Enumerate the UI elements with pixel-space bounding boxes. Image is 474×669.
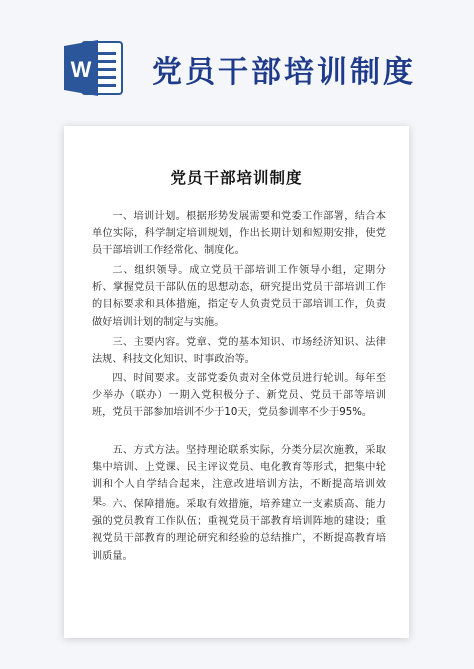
- document-title: 党员干部培训制度: [170, 169, 303, 187]
- paragraph-methods: 五、方式方法。坚持理论联系实际，分类分层次施教，采取集中培训、上党课、民主评议党员、电化教育等形式，把集中轮训和个人自学结合起来，注意改进培训方法，不断提高培训效果。: [92, 445, 386, 508]
- document-page: [64, 126, 409, 638]
- paragraph-time: 四、时间要求。支部党委负责对全体党员进行轮训。每年至少举办（联办）一期入党积极分子、新党员、党员干部等培训班，党员干部参加培训不少于10天，党员参训率不少于95%。: [92, 373, 386, 419]
- paragraph-content: 三、主要内容。党章、党的基本知识、市场经济知识、法律法规、科技文化知识、时事政治等。: [92, 337, 386, 366]
- header-banner: [0, 0, 474, 118]
- header-title: 党员干部培训制度: [152, 55, 416, 90]
- paragraph-safeguards: 六、保障措施。采取有效措施，培养建立一支素质高、能力强的党员教育工作队伍；重视党员干部教育培训阵地的建设；重视党员干部教育的理论研究和经验的总结推广，不断提高教育培训质量。: [92, 499, 386, 562]
- paragraph-organization: 二、组织领导。成立党员干部培训工作领导小组，定期分析、掌握党员干部队伍的思想动态，研究提出党员干部培训工作的目标要求和具体措施，指定专人负责党员干部培训工作，负责做好培训计划的制定与实施。: [92, 265, 386, 328]
- word-logo-icon: [62, 36, 126, 100]
- paragraph-training-plan: 一、培训计划。根据形势发展需要和党委工作部署，结合本单位实际，科学制定培训规划，作出长期计划和短期安排，使党员干部培训工作经常化、制度化。: [92, 211, 386, 257]
- svg-text:W: W: [70, 57, 92, 82]
